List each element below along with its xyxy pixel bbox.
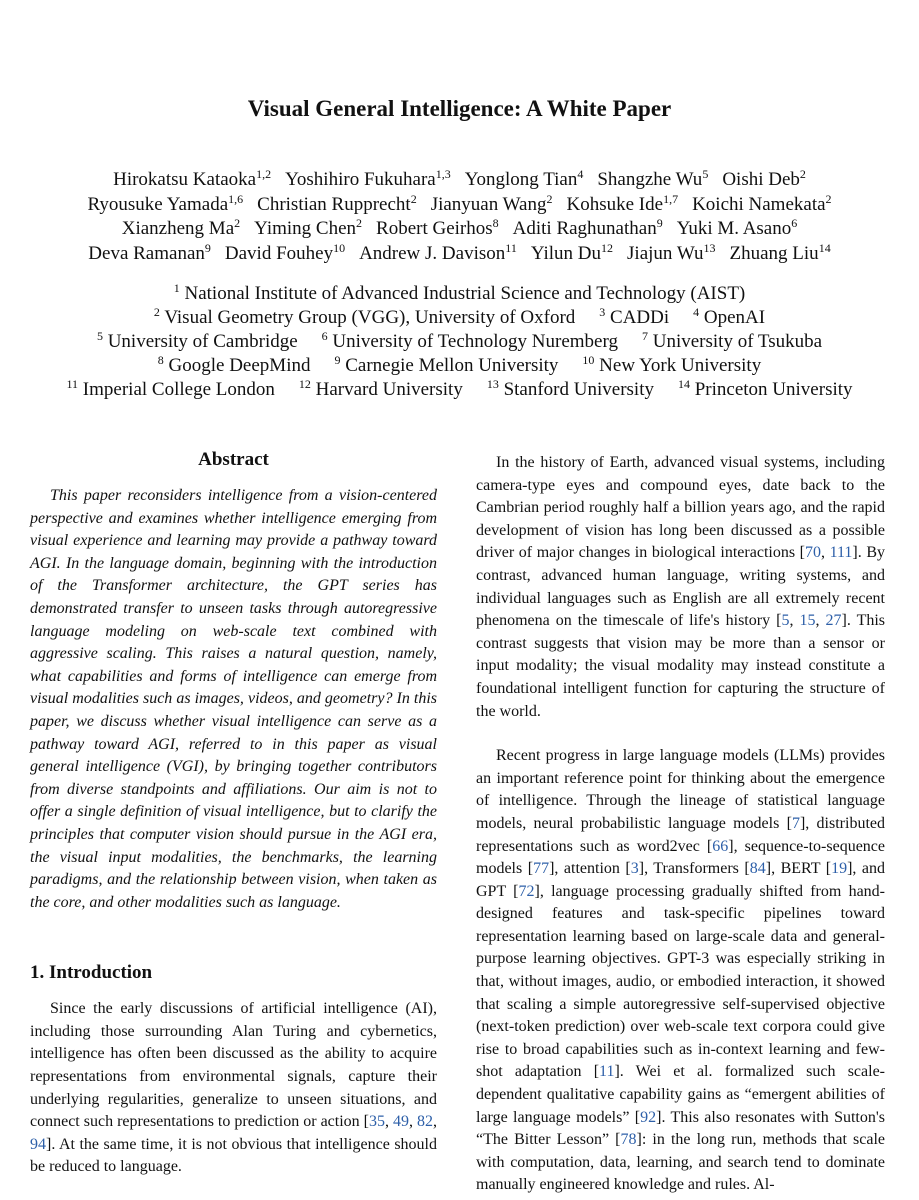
author-name: Jianyuan Wang — [430, 193, 547, 215]
citation-link[interactable]: 72 — [518, 882, 535, 900]
author-affiliation-marker: 1,3 — [435, 167, 451, 181]
affiliation-line — [0, 306, 919, 330]
author-name: Hirokatsu Kataoka — [113, 169, 257, 190]
affiliation-number: 14 — [677, 377, 690, 391]
citation-link[interactable]: 111 — [829, 544, 853, 562]
citation-link[interactable]: 84 — [749, 860, 766, 878]
affiliation-name: Imperial College London — [82, 379, 275, 400]
author — [122, 217, 240, 242]
affiliation-name: Princeton University — [694, 379, 853, 400]
intro-paragraph-3 — [476, 745, 885, 1197]
citation-link[interactable]: 35 — [369, 1113, 385, 1131]
author-name: Xianzheng Ma — [121, 218, 235, 239]
author-affiliation-marker: 2 — [825, 191, 832, 206]
affiliation-name: National Institute of Advanced Industrial Science and Technology (AIST) — [184, 283, 746, 304]
paper-title: Visual General Intelligence: A White Paper — [247, 96, 672, 121]
author-name: Kohsuke Ide — [566, 193, 664, 215]
affiliation-number: 9 — [334, 353, 341, 367]
text-segment: , — [821, 544, 830, 562]
author-affiliation-marker: 2 — [546, 191, 553, 206]
author — [87, 193, 243, 218]
left-column — [30, 449, 437, 1179]
author — [285, 168, 451, 193]
citation-link[interactable]: 5 — [781, 612, 790, 630]
text-segment: ]. By contrast, advanced human language, writing systems, and individual languages such as English are all extremely recent phenomena on the timescale of life's history [ — [476, 544, 886, 630]
affiliation — [299, 378, 463, 402]
author-name: Yiming Chen — [254, 218, 357, 239]
text-segment: ]. Wei et al. formalized such scale-dependent qualitative capability gains as “emergent abilities of large language models” [ — [476, 1063, 886, 1126]
affiliation-name: CADDi — [610, 307, 670, 328]
text-segment: ], BERT [ — [765, 860, 832, 878]
author-affiliation-marker: 2 — [410, 191, 417, 206]
author-name: Ryousuke Yamada — [87, 193, 229, 215]
citation-link[interactable]: 15 — [799, 612, 816, 630]
affiliation — [154, 306, 575, 330]
affiliation-number: 1 — [173, 281, 180, 295]
author — [597, 168, 708, 193]
citation-link[interactable]: 70 — [805, 544, 821, 562]
author-name: Koichi Namekata — [692, 193, 826, 215]
author-affiliation-marker: 14 — [818, 240, 831, 255]
affiliation-name: Google DeepMind — [168, 355, 311, 376]
affiliation — [97, 330, 298, 354]
intro-paragraph-2 — [476, 452, 885, 723]
intro-paragraph-1 — [30, 998, 437, 1179]
citation-link[interactable]: 66 — [712, 837, 729, 855]
author-affiliation-marker: 4 — [577, 167, 584, 181]
author-affiliation-marker: 11 — [505, 240, 517, 255]
abstract-heading: Abstract — [198, 449, 269, 470]
author-name: Andrew J. Davison — [359, 242, 506, 264]
citation-link[interactable]: 78 — [620, 1131, 637, 1149]
text-segment: , — [815, 612, 826, 630]
author-affiliation-marker: 9 — [656, 216, 663, 230]
author-affiliation-marker: 12 — [601, 240, 614, 255]
citation-link[interactable]: 77 — [533, 860, 550, 878]
author — [730, 242, 831, 267]
author-line — [0, 168, 919, 193]
affiliation-name: University of Technology Nuremberg — [332, 331, 618, 352]
author-name: David Fouhey — [224, 242, 334, 264]
text-segment: ], sequence-to-sequence models [ — [476, 837, 886, 878]
author-affiliation-marker: 1,7 — [663, 191, 679, 206]
affiliation — [487, 378, 654, 402]
author-affiliation-marker: 6 — [791, 216, 798, 230]
affiliation-name: Visual Geometry Group (VGG), University of Oxford — [164, 307, 576, 328]
affiliation-line — [0, 330, 919, 354]
author-line — [0, 193, 919, 218]
text-segment: ], and GPT [ — [476, 860, 886, 900]
citation-link[interactable]: 11 — [599, 1063, 615, 1081]
affiliation — [334, 354, 558, 378]
author-line — [0, 217, 919, 242]
affiliation-number: 4 — [693, 305, 700, 319]
text-segment: ]. At the same time, it is not obvious that intelligence should be reduced to language. — [30, 1135, 437, 1176]
author-name: Aditi Raghunathan — [512, 218, 657, 239]
author-affiliation-marker: 1,6 — [228, 191, 244, 206]
author-affiliation-marker: 1,2 — [256, 167, 272, 181]
affiliation — [642, 330, 822, 354]
affiliation-number: 12 — [298, 377, 311, 391]
abstract-text: This paper reconsiders intelligence from a vision-centered perspective and examines whether intelligence emerging from visual experience and learning may provide a pathway toward AGI. In the language domain, beginning with the introduction of the Transformer architecture, the GPT series has demonstrated transfer to unseen tasks through autoregressive language modeling on web-scale text combined with aggressive scaling. This raises a natural question, namely, what capabilities and forms of intelligence can emerge from visual modalities such as images, videos, and geometry? In this paper, we discuss whether visual intelligence can serve as a pathway toward AGI, referred to in this paper as visual general intelligence (VGI), by bringing together contributors from diverse standpoints and affiliations. Our aim is not to offer a single definition of visual intelligence, but to clarify the principles that computer vision should pursue in the AGI era, the visual input modalities, the benchmarks, the learning paradigms, and the relationship between vision, when taken as the core, and other modalities such as language. — [30, 487, 437, 911]
citation-link[interactable]: 94 — [30, 1135, 46, 1153]
affiliation-name: Carnegie Mellon University — [345, 355, 559, 376]
affiliation-name: New York University — [599, 355, 762, 376]
affiliation-number: 3 — [599, 305, 606, 319]
affiliation-line — [0, 354, 919, 378]
author — [513, 217, 663, 242]
affiliation — [693, 306, 765, 330]
citation-link[interactable]: 27 — [825, 612, 842, 630]
author-name: Shangzhe Wu — [597, 169, 703, 190]
affiliation-number: 6 — [321, 329, 328, 343]
text-segment: , — [409, 1113, 417, 1131]
author — [113, 168, 271, 193]
affiliation — [582, 354, 761, 378]
author-affiliation-marker: 10 — [333, 240, 346, 255]
affiliation-name: Stanford University — [503, 379, 654, 400]
text-segment: ]: in the long run, methods that scale with computation, data, learning, and search tend to dominate manually engineered knowledge and rules. Al- — [476, 1131, 885, 1194]
affiliation — [158, 354, 311, 378]
right-column — [476, 452, 885, 1197]
affiliation-name: OpenAI — [703, 307, 766, 328]
citation-link[interactable]: 82 — [417, 1113, 433, 1131]
author — [465, 168, 584, 193]
author-affiliation-marker: 9 — [204, 240, 211, 255]
author-list — [0, 168, 919, 266]
author-name: Zhuang Liu — [729, 242, 819, 264]
citation-link[interactable]: 49 — [393, 1113, 409, 1131]
author — [257, 193, 417, 218]
text-segment: ]. This contrast suggests that vision may be more than a sensor or input modality; the visual modality may instead constitute a foundational intelligent function for capturing the structure of the world. — [476, 612, 886, 720]
abstract-section — [30, 449, 437, 914]
introduction-heading: 1. Introduction — [30, 962, 153, 984]
author-affiliation-marker: 2 — [234, 216, 241, 230]
author — [627, 242, 715, 267]
author — [722, 168, 806, 193]
affiliation — [322, 330, 618, 354]
affiliation-list — [0, 282, 919, 402]
text-segment: , — [789, 612, 800, 630]
text-segment: ], distributed representations such as word2vec [ — [476, 814, 885, 855]
text-segment: In the history of Earth, advanced visual systems, including camera-type eyes and compound eyes, date back to the Cambrian period roughly half a billion years ago, and the rapid development of vision has long been discussed as a possible driver of major changes in biological interactions [ — [476, 454, 885, 562]
affiliation-line — [0, 282, 919, 306]
affiliation-number: 13 — [486, 377, 499, 391]
text-segment: , — [385, 1113, 393, 1131]
author-name: Oishi Deb — [722, 169, 800, 190]
citation-link[interactable]: 7 — [791, 814, 800, 832]
text-segment: ]. This also resonates with Sutton's “The Bitter Lesson” [ — [476, 1108, 885, 1149]
affiliation-number: 2 — [153, 305, 160, 319]
author — [531, 242, 613, 267]
text-segment: ], language processing gradually shifted from hand-designed features and task-specific pipelines toward representation learning based on large-scale data and general-purpose learning objectives. GPT-3 was especially striking in that, without images, audio, or embodied interaction, it showed that scaling a simple autoregressive self-supervised objective (next-token prediction) over web-scale text corpora could give rise to broad capabilities such as in-context learning and few-shot adaptation [ — [476, 882, 885, 1081]
affiliation-line — [0, 378, 919, 402]
author-name: Yonglong Tian — [464, 169, 578, 190]
author — [677, 217, 798, 242]
citation-link[interactable]: 3 — [630, 860, 639, 878]
text-segment: Since the early discussions of artificial intelligence (AI), including those surrounding Alan Turing and cybernetics, intelligence has often been discussed as the ability to acquire representations from environmental signals, capture their underlying regularities, generalize to unseen situations, and connect such representations to prediction or action [ — [30, 1000, 437, 1131]
affiliation — [599, 306, 669, 330]
author — [254, 217, 362, 242]
affiliation — [678, 378, 853, 402]
affiliation-number: 5 — [96, 329, 103, 343]
text-segment: , — [433, 1113, 437, 1131]
author — [225, 242, 345, 267]
author-name: Robert Geirhos — [376, 218, 493, 239]
author-name: Yuki M. Asano — [676, 218, 792, 239]
affiliation-number: 11 — [66, 377, 79, 391]
affiliation — [174, 282, 746, 306]
author-name: Jiajun Wu — [627, 242, 704, 264]
author-affiliation-marker: 8 — [492, 216, 499, 230]
text-segment: Recent progress in large language models (LLMs) provides an important reference point for thinking about the emergence of intelligence. Through the lineage of statistical language models, neural probabilistic language models [ — [476, 747, 885, 832]
affiliation-name: Harvard University — [315, 379, 463, 400]
author — [376, 217, 499, 242]
author-affiliation-marker: 5 — [702, 167, 709, 181]
author-line — [0, 242, 919, 267]
author — [88, 242, 211, 267]
author-affiliation-marker: 2 — [356, 216, 363, 230]
author — [692, 193, 831, 218]
citation-link[interactable]: 19 — [831, 860, 848, 878]
author — [567, 193, 679, 218]
author-name: Deva Ramanan — [88, 242, 205, 264]
author — [431, 193, 553, 218]
text-segment: ], attention [ — [549, 860, 631, 878]
affiliation — [66, 378, 274, 402]
affiliation-number: 10 — [582, 353, 595, 367]
author — [359, 242, 517, 267]
author-name: Christian Rupprecht — [257, 193, 411, 215]
author-name: Yoshihiro Fukuhara — [285, 169, 436, 190]
text-segment: ], Transformers [ — [638, 860, 750, 878]
affiliation-number: 7 — [641, 329, 648, 343]
author-name: Yilun Du — [530, 242, 602, 264]
affiliation-number: 8 — [157, 353, 164, 367]
citation-link[interactable]: 92 — [640, 1108, 657, 1126]
affiliation-name: University of Cambridge — [107, 331, 298, 352]
affiliation-name: University of Tsukuba — [652, 331, 823, 352]
author-affiliation-marker: 13 — [703, 240, 716, 255]
author-affiliation-marker: 2 — [799, 167, 806, 181]
